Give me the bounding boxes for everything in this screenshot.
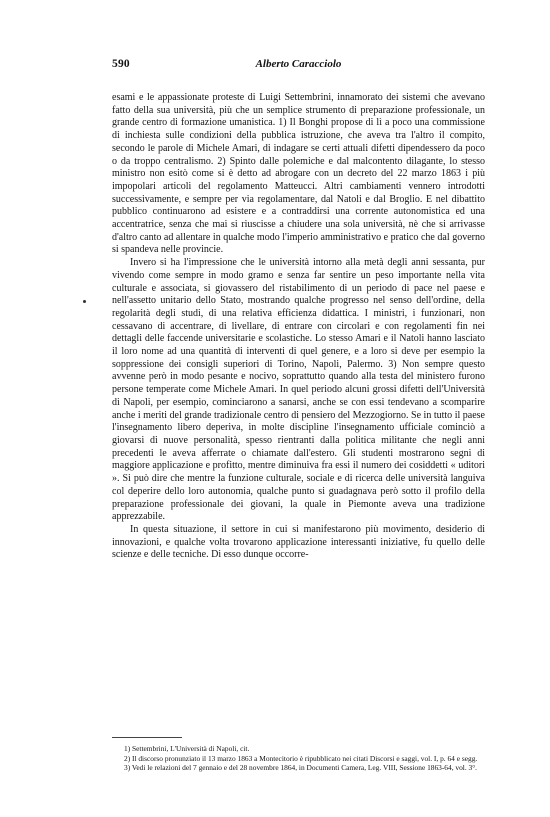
paragraph: Invero si ha l'impressione che le università intorno alla metà degli anni sessanta, pur vivendo come sempre in modo gramo e senza far sentire un peso importante nella vita culturale e associata, si giovassero del ristabilimento di un periodo di pace nel paese e nell'assetto unitario dello Stato, mostrando qualche progresso nel senso dell'ordine, della regolarità degli studi, di una relativa efficienza didattica. I ministri, i funzionari, non cessavano di accentrare, di livellare, di entrare con circolari e con regolamenti fin nei dettagli delle faccende universitarie e scolastiche. Lo stesso Amari e il Natoli hanno lasciato il loro nome ad una quantità di interventi di quel genere, e a loro si deve per esempio la soppressione dei consigli superiori di Torino, Napoli, Palermo. 3) Non sempre questo avvenne però in modo pesante e nocivo, soprattutto quando alla testa del ministero furono persone temperate come Michele Amari. In quel periodo alcuni grossi difetti dell'Università di Napoli, per esempio, cominciarono a sanarsi, anche se con essi tendevano a scomparire anche i meriti del grande tradizionale centro di pensiero del Mezzogiorno. Se in tutto il paese l'insegnamento libero deperiva, in molte discipline l'insegnamento ufficiale cominciò a giovarsi di nuove personalità, spesso rientranti dalla politica militante che negli anni precedenti le aveva afferrate o chiamate dall'estero. Gli studenti mostrarono segni di maggiore applicazione e profitto, mentre diminuiva fra essi il numero dei cosiddetti « uditori ». Si può dire che mentre la funzione culturale, sociale e di ricerca delle università languiva col deperire dello loro autonomia, qualche punto si guadagnava però sotto il profilo della preparazione professionale dei giovani, la quale in Piemonte aveva una tradizione apprezzabile. — [112, 257, 485, 523]
paragraph: In questa situazione, il settore in cui si manifestarono più movimento, desiderio di innovazioni, e qualche volta trovarono applicazione interessanti iniziative, fu quello delle scienze e delle tecniche. Di esso dunque occorre- — [112, 523, 485, 561]
footnote-rule — [112, 737, 182, 738]
footnote: 2) Il discorso pronunziato il 13 marzo 1863 a Montecitorio è ripubblicato nei citati Discorsi e saggi, vol. I, p. 64 e segg. — [124, 753, 478, 763]
paragraph: esami e le appassionate proteste di Luigi Settembrini, innamorato dei sistemi che avevano fatto della sua università, più che un semplice strumento di preparazione professionale, un grande centro di formazione umanistica. 1) Il Bonghi propose di lì a poco una commissione di inchiesta sulle condizioni della pubblica istruzione, che aveva tra l'altro il compito, secondo le parole di Michele Amari, di indagare se certi attuali difetti dipendessero da poco o da troppo centralismo. 2) Spinto dalle polemiche e dal malcontento dilagante, lo stesso ministro non esitò come si è detto ad abrogare con un decreto del 22 marzo 1863 i più impopolari articoli del regolamento Matteucci. Altri cambiamenti vennero introdotti successivamente, e sempre per via regolamentare, dal Natoli e dal Broglio. E nel dibattito pubblico continuarono ad esistere e a contraddirsi una corrente autonomistica ed una accentratrice, senza che mai si riuscisse a chiudere una sola università, nè che si arrivasse d'altro canto ad allentare in qualche modo l'imperio amministrativo e pratico che dal governo si spandeva nelle provincie. — [112, 92, 485, 256]
page-number: 590 — [112, 58, 130, 70]
footnote: 1) Settembrini, L'Università di Napoli, cit. — [124, 744, 250, 753]
page-header — [112, 58, 485, 74]
main-text — [112, 92, 485, 562]
margin-mark — [83, 300, 86, 303]
footnotes — [112, 737, 485, 773]
running-title: Alberto Caracciolo — [255, 58, 342, 70]
footnote: 3) Vedi le relazioni del 7 gennaio e del 28 novembre 1864, in Documenti Camera, Leg. VIII, Sessione 1863-64, vol. 3°. — [124, 763, 478, 773]
